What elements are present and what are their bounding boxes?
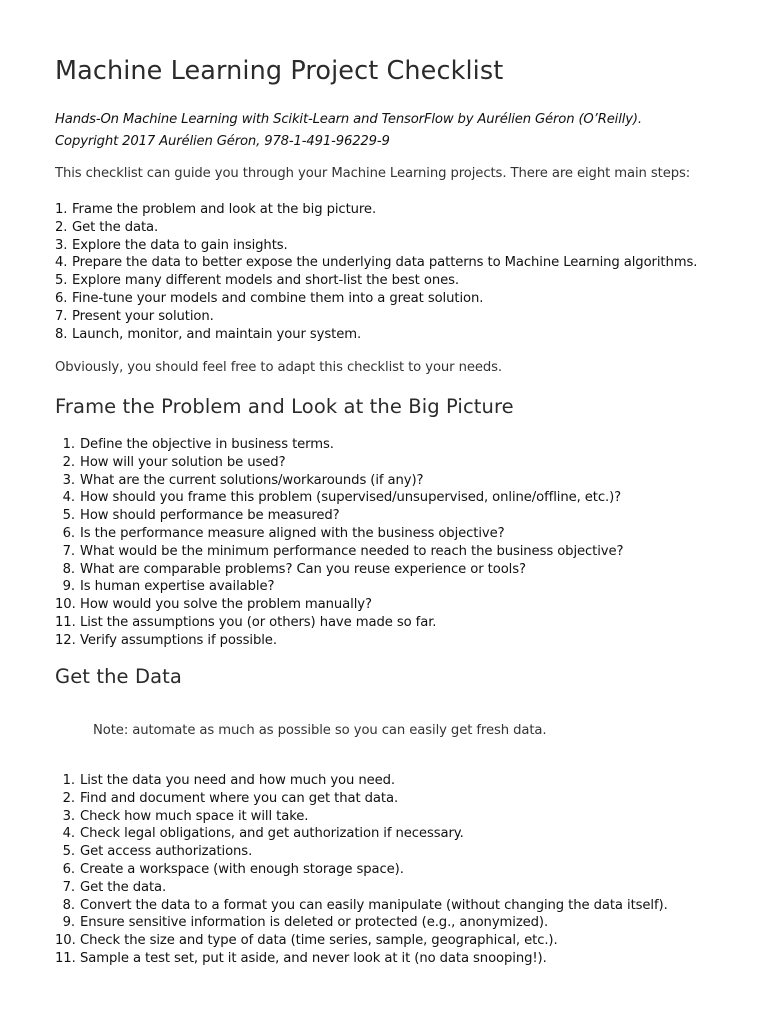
list-item-number: 10. [55,933,76,949]
list-item-text: Present your solution. [72,308,214,324]
list-item-number: 11. [55,950,76,966]
list-item-number: 7. [62,543,75,559]
section-heading-get-data: Get the Data [55,665,182,688]
section-heading-frame-problem: Frame the Problem and Look at the Big Picture [55,395,514,418]
list-item-number: 9. [62,915,75,931]
list-item [55,632,623,650]
list-item [55,614,623,632]
list-item-text: List the data you need and how much you need. [80,773,396,788]
list-item [55,489,623,507]
intro-paragraph: This checklist can guide you through your Machine Learning projects. There are eight main steps: [55,166,691,181]
list-item [55,772,668,790]
list-item [55,201,697,219]
list-item-text: Get the data. [80,879,167,895]
list-item-text: Define the objective in business terms. [80,437,334,452]
list-item [55,932,668,950]
list-item-text: Frame the problem and look at the big picture. [72,202,377,217]
list-item-text: What would be the minimum performance needed to reach the business objective? [80,543,624,559]
list-item-number: 12. [55,632,76,648]
frame-problem-list [55,436,623,650]
list-item [55,507,623,525]
list-item-number: 8. [55,326,68,342]
list-item-number: 5. [62,844,75,860]
main-steps-list [55,201,697,343]
list-item-number: 7. [62,879,75,895]
list-item [55,272,697,290]
list-item-text: Find and document where you can get that data. [80,790,399,806]
citation-line-1: Hands-On Machine Learning with Scikit-Learn and TensorFlow by Aurélien Géron (O’Reilly). [55,112,642,127]
list-item-text: Get the data. [72,219,159,235]
list-item-number: 6. [62,861,75,877]
list-item [55,843,668,861]
list-item-text: Launch, monitor, and maintain your system. [72,326,362,342]
list-item [55,808,668,826]
list-item-text: How would you solve the problem manually? [80,597,372,613]
list-item-text: Explore many different models and short-list the best ones. [72,273,459,289]
list-item-text: What are comparable problems? Can you reuse experience or tools? [80,561,526,577]
list-item [55,596,623,614]
list-item-number: 2. [62,790,75,806]
list-item-number: 3. [62,808,75,824]
list-item-text: Fine-tune your models and combine them into a great solution. [72,290,484,306]
list-item-number: 1. [62,437,75,452]
note-text: Note: automate as much as possible so you can easily get fresh data. [93,723,547,738]
list-item [55,436,623,454]
list-item [55,879,668,897]
list-item-text: Prepare the data to better expose the underlying data patterns to Machine Learning algorithms. [72,255,698,271]
list-item-number: 2. [55,219,68,235]
list-item-number: 6. [55,290,68,306]
list-item [55,308,697,326]
list-item-text: How will your solution be used? [80,454,286,470]
list-item [55,543,623,561]
list-item [55,950,668,968]
list-item-number: 3. [55,237,68,253]
list-item-text: Create a workspace (with enough storage space). [80,861,404,877]
list-item [55,472,623,490]
list-item [55,578,623,596]
list-item [55,254,697,272]
list-item-text: How should performance be measured? [80,508,340,524]
list-item-number: 3. [62,472,75,488]
list-item [55,825,668,843]
list-item [55,790,668,808]
list-item [55,326,697,344]
list-item-number: 4. [62,490,75,506]
get-data-list [55,772,668,968]
list-item [55,561,623,579]
list-item [55,525,623,543]
list-item-text: Sample a test set, put it aside, and never look at it (no data snooping!). [80,950,547,966]
list-item-number: 8. [62,897,75,913]
list-item [55,237,697,255]
list-item [55,861,668,879]
page-title: Machine Learning Project Checklist [55,56,504,86]
list-item-number: 4. [62,826,75,842]
list-item-number: 5. [62,508,75,524]
list-item-text: Explore the data to gain insights. [72,237,288,253]
list-item [55,290,697,308]
list-item-number: 7. [55,308,68,324]
list-item [55,914,668,932]
list-item-number: 10. [55,597,76,613]
list-item-text: Verify assumptions if possible. [80,632,277,648]
list-item-text: Convert the data to a format you can easily manipulate (without changing the data itself). [80,897,668,913]
list-item-text: Is the performance measure aligned with the business objective? [80,525,505,541]
list-item-number: 8. [62,561,75,577]
list-item-number: 9. [62,579,75,595]
list-item-text: Check the size and type of data (time series, sample, geographical, etc.). [80,933,558,949]
list-item-number: 1. [55,202,68,217]
list-item-number: 11. [55,614,76,630]
list-item-text: Check how much space it will take. [80,808,309,824]
list-item-number: 4. [55,255,68,271]
list-item-text: Check legal obligations, and get authorization if necessary. [80,826,464,842]
list-item [55,454,623,472]
list-item [55,897,668,915]
list-item-text: List the assumptions you (or others) have made so far. [80,614,437,630]
list-item-number: 6. [62,525,75,541]
list-item-text: How should you frame this problem (supervised/unsupervised, online/offline, etc.)? [80,490,622,506]
list-item-text: Ensure sensitive information is deleted or protected (e.g., anonymized). [80,915,549,931]
list-item [55,219,697,237]
list-item-text: Is human expertise available? [80,579,275,595]
closing-paragraph: Obviously, you should feel free to adapt this checklist to your needs. [55,360,503,375]
list-item-number: 5. [55,273,68,289]
list-item-text: Get access authorizations. [80,844,253,860]
list-item-number: 1. [62,773,75,788]
list-item-number: 2. [62,454,75,470]
book-citation [55,109,745,153]
list-item-text: What are the current solutions/workarounds (if any)? [80,472,424,488]
citation-line-2: Copyright 2017 Aurélien Géron, 978-1-491-96229-9 [55,134,390,149]
